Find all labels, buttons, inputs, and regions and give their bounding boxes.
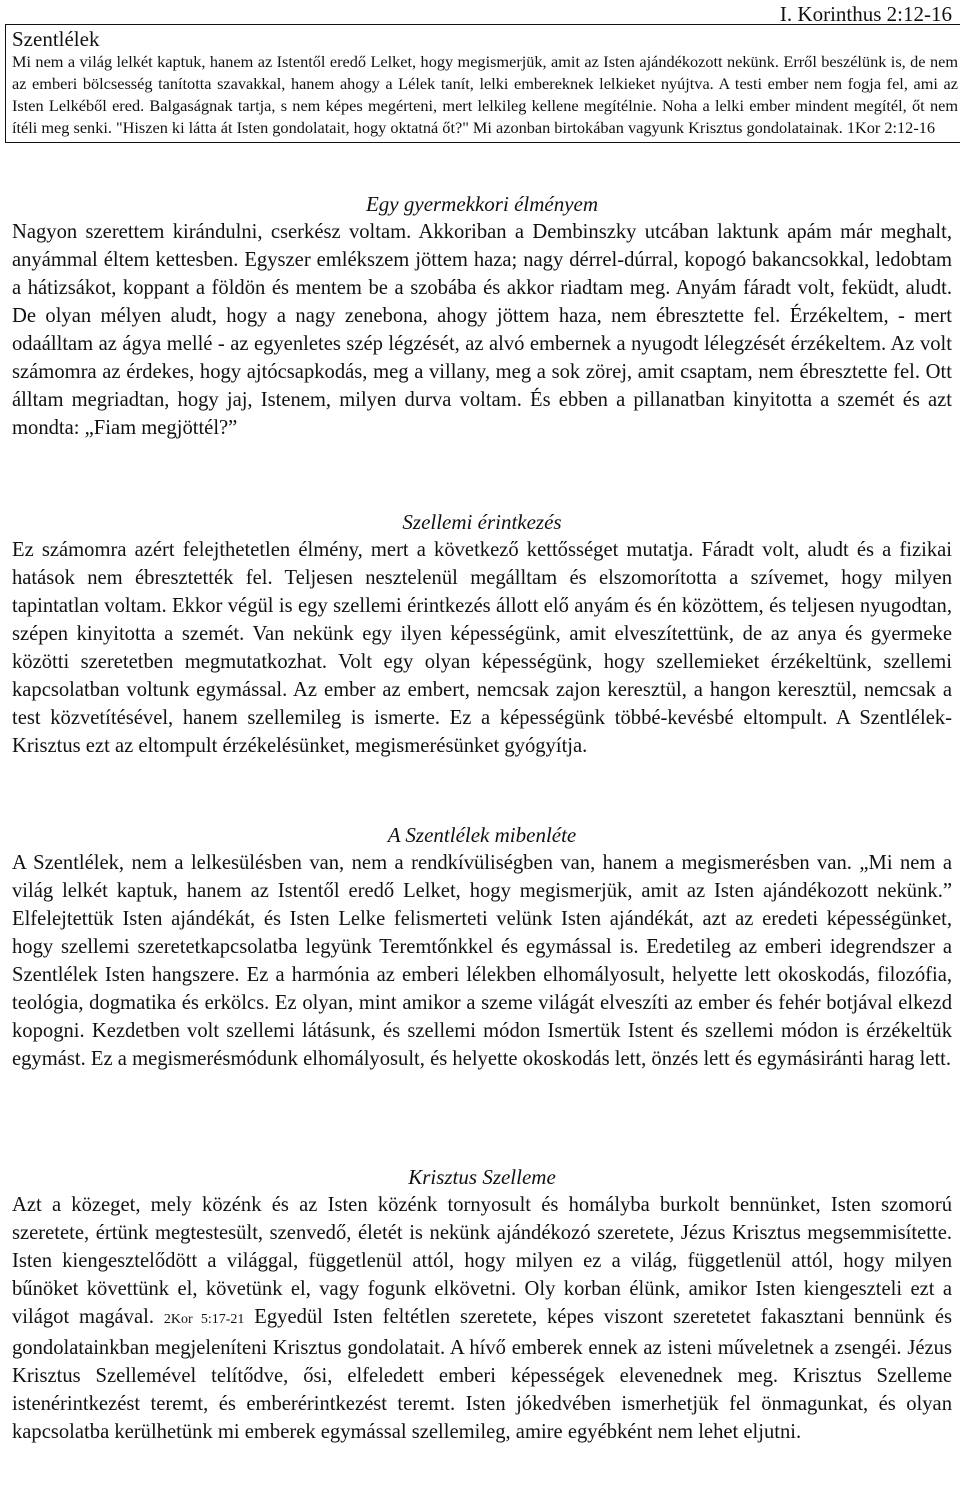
section-childhood: [12, 190, 952, 442]
scripture-reference: I. Korinthus 2:12-16: [779, 2, 952, 26]
section-paragraph: Ez számomra azért felejthetetlen élmény, mert a következő kettősséget mutatja. Fáradt volt, aludt és a fizikai hatások nem ébresztették fel. Teljesen nesztelenül megálltam és elszomorította a szívemet, hogy milyen tapintatlan voltam. Ekkor végül is egy szellemi érintkezés állott elő anyám és én közöttem, és teljesen nyugodtan, szépen kinyitotta a szemét. Van nekünk egy ilyen képességünk, amit elveszítettünk, de az anya és gyermeke közötti szeretetben megmutatkozhat. Volt egy olyan képességünk, hogy szellemieket érzékeltünk, szellemi kapcsolatban voltunk egymással. Az ember az embert, nemcsak zajon keresztül, a hangon keresztül, nemcsak a test közvetítésével, hanem szellemileg is ismerte. Ez a képességünk többé-kevésbé eltompult. A Szentlélek-Krisztus ezt az eltompult érzékelésünket, megismerésünket gyógyítja.: [12, 539, 952, 757]
box-title: Szentlélek: [12, 27, 100, 51]
section-spiritual-contact: [12, 508, 952, 760]
paragraph-text: Azt a közeget, mely közénk és az Isten közénk tornyosult és homályba burkolt bennünket, Isten szomorú szeretete, értünk megtestesült, szenvedő, életét is nekünk ajándékozó szeretete, Jézus Krisztus megsemmisítette. Isten kiengesztelődött a világgal, függetlenül attól, hogy milyen ez a világ, függetlenül attól, hogy milyen bűnöket követtünk el, követünk el, vagy fogunk elkövetni. Oly korban élünk, amikor Isten kiengeszteli ezt a világot magával.: [12, 1194, 952, 1328]
section-heading: Egy gyermekkori élményem: [365, 192, 599, 216]
section-heading: Krisztus Szelleme: [408, 1165, 556, 1189]
section-paragraph: Nagyon szerettem kirándulni, cserkész voltam. Akkoriban a Dembinszky utcában laktunk apám már meghalt, anyámmal éltem kettesben. Egyszer emlékszem jöttem haza; nagy dérrel-dúrral, kopogó bakancsokkal, ledobtam a hátizsákot, koppant a földön és mentem be a szobába és akkor riadtam meg. Anyám fáradt volt, feküdt, aludt. De olyan mélyen aludt, hogy a nagy zenebona, ahogy jöttem haza, nem ébresztette fel. Érzékeltem, - mert odaálltam az ágya mellé - az egyenletes szép légzését, az alvó embernek a nyugodt lélegzését érzékeltem. Az volt számomra az érdekes, hogy ajtócsapkodás, meg a villany, meg a sok zörej, amit csaptam, nem ébresztette fel. Ott álltam megriadtan, hogy jaj, Istenem, milyen durva voltam. És ebben a pillanatban kinyitotta a szemét és azt mondta: „Fiam megjöttél?”: [12, 221, 952, 439]
box-quote-text: Mi nem a világ lelkét kaptuk, hanem az Istentől eredő Lelket, hogy megismerjük, amit az Isten ajándékozott nekünk. Erről beszélünk is, de nem az emberi bölcsesség tanította szavakkal, hanem ahogy a Lélek tanít, lelki embereknek lelkieket nyújtva. A testi ember nem fogja fel, ami az Isten Lelkéből ered. Balgaságnak tartja, s nem képes megérteni, mert lelkileg kellene megítélnie. Noha a lelki ember mindent megítél, őt nem ítéli meg senki. "Hiszen ki látta át Isten gondolatait, hogy oktatná őt?" Mi azonban birtokában vagyunk Krisztus gondolatainak. 1Kor 2:12-16: [12, 52, 958, 137]
section-paragraph: A Szentlélek, nem a lelkesülésben van, nem a rendkívüliségben van, hanem a megismerésben van. „Mi nem a világ lelkét kaptuk, hanem az Istentől eredő Lelket, hogy megismerjük, amit az Isten ajándékozott nekünk.” Elfelejtettük Isten ajándékát, és Isten Lelke felismerteti velünk Isten ajándékát, azt az eredeti képességünket, hogy szellemi szeretetkapcsolatba legyünk Teremtőnkkel és egymással is. Eredetileg az emberi idegrendszer a Szentlélek Isten hangszere. Ez a harmónia az emberi lélekben elhomályosult, helyette lett okoskodás, filozófia, teológia, dogmatika és erkölcs. Ez olyan, mint amikor a szeme világát elveszíti az ember és fehér botjával elkezd kopogni. Kezdetben volt szellemi látásunk, és szellemi módon Ismertük Istent és szellemi módon is érzékeltük egymást. Ez a megismerésmódunk elhomályosult, és helyette okoskodás lett, önzés lett és egymásiránti harag lett.: [12, 852, 952, 1070]
section-heading: A Szentlélek mibenléte: [387, 823, 577, 847]
quote-box: [5, 24, 960, 143]
section-holy-spirit: [12, 821, 952, 1073]
section-paragraph: [12, 1191, 952, 1446]
section-heading: Szellemi érintkezés: [402, 510, 562, 534]
paragraph-text-continued: Egyedül Isten feltétlen szeretete, képes viszont szeretetet fakasztani bennünk és gondolatainkban megjeleníteni Krisztus gondolatait. A hívő emberek ennek az isteni műveletnek a zsengéi. Jézus Krisztus Szellemével telítődve, ősi, elfeledett emberi képességek elevenednek meg. Krisztus Szelleme istenérintkezést teremt, és emberérintkezést teremt. Isten jókedvében ismerhetjük fel önmagunkat, és olyan kapcsolatba kerülhetünk mi emberek egymással szellemileg, amire egyébként nem lehet eljutni.: [12, 1306, 953, 1443]
bible-citation: 2Kor 5:17-21: [163, 1312, 245, 1327]
section-christ-spirit: [12, 1163, 952, 1446]
